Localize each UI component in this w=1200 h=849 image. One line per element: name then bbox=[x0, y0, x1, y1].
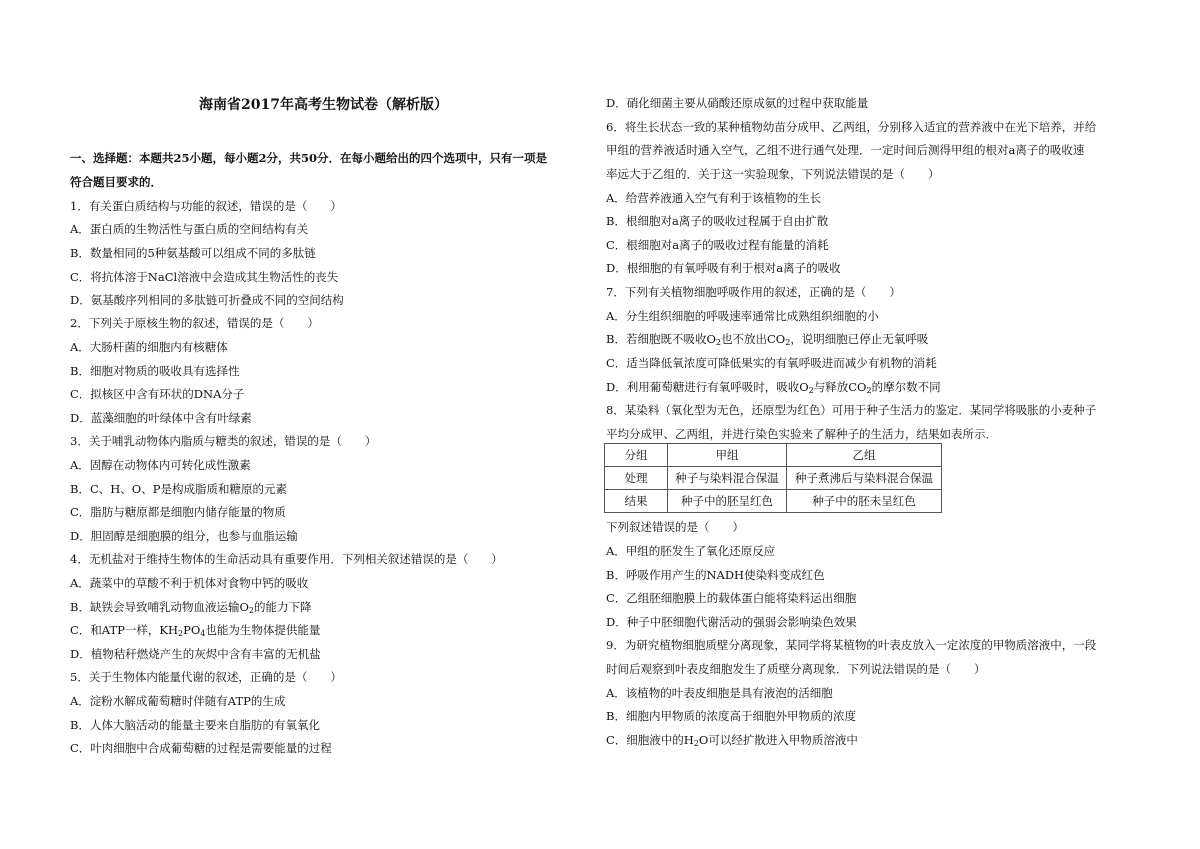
text-segment: 的摩尔数不同 bbox=[871, 380, 941, 394]
text-line: A．固醇在动物体内可转化成性激素 bbox=[70, 458, 251, 472]
text-line bbox=[70, 600, 311, 614]
text-line: C．根细胞对a离子的吸收过程有能量的消耗 bbox=[606, 238, 829, 252]
table-cell: 结果 bbox=[605, 490, 668, 513]
table-row bbox=[605, 490, 942, 513]
subscript: 2 bbox=[785, 338, 791, 347]
text-line: A．蛋白质的生物活性与蛋白质的空间结构有关 bbox=[70, 222, 309, 236]
text-line: B．数量相同的5种氨基酸可以组成不同的多肽链 bbox=[70, 246, 316, 260]
table-cell: 处理 bbox=[605, 467, 668, 490]
subscript: 2 bbox=[808, 386, 814, 395]
text-line: C．乙组胚细胞膜上的载体蛋白能将染料运出细胞 bbox=[606, 591, 857, 605]
text-line: A．分生组织细胞的呼吸速率通常比成熟组织细胞的小 bbox=[606, 309, 879, 323]
text-segment: 也能为生物体提供能量 bbox=[205, 623, 321, 637]
text-line: D．硝化细菌主要从硝酸还原成氨的过程中获取能量 bbox=[606, 96, 869, 110]
text-line: 下列叙述错误的是（ ） bbox=[606, 520, 744, 534]
text-line: 平均分成甲、乙两组，并进行染色实验来了解种子的生活力，结果如表所示． bbox=[606, 427, 997, 441]
text-line: A．大肠杆菌的细胞内有核糖体 bbox=[70, 340, 228, 354]
text-line bbox=[606, 733, 858, 747]
text-line: 率远大于乙组的．关于这一实验现象，下列说法错误的是（ ） bbox=[606, 167, 940, 181]
text-line bbox=[606, 380, 941, 394]
text-line: C．适当降低氧浓度可降低果实的有氧呼吸进而减少有机物的消耗 bbox=[606, 356, 937, 370]
text-line: B．细胞对物质的吸收具有选择性 bbox=[70, 364, 240, 378]
text-line: B．C、H、O、P是构成脂质和糖原的元素 bbox=[70, 482, 287, 496]
text-line: 符合题目要求的． bbox=[70, 175, 162, 189]
subscript: 2 bbox=[715, 338, 721, 347]
text-segment: PO bbox=[183, 623, 201, 637]
text-line bbox=[606, 332, 928, 346]
text-segment: B．若细胞既不吸收O bbox=[606, 332, 716, 346]
subscript: 2 bbox=[178, 629, 184, 638]
text-line: 一、选择题：本题共25小题，每小题2分，共50分．在每小题给出的四个选项中，只有一项是 bbox=[70, 151, 548, 165]
text-line: 8．某染料（氧化型为无色，还原型为红色）可用于种子生活力的鉴定．某同学将吸胀的小麦种子 bbox=[606, 403, 1097, 417]
text-line: C．将抗体溶于NaCl溶液中会造成其生物活性的丧失 bbox=[70, 270, 339, 284]
text-line: 9．为研究植物细胞质壁分离现象，某同学将某植物的叶表皮放入一定浓度的甲物质溶液中，一段 bbox=[606, 638, 1097, 652]
subscript: 4 bbox=[200, 629, 206, 638]
text-line: D．胆固醇是细胞膜的组分，也参与血脂运输 bbox=[70, 529, 298, 543]
text-line: D．蓝藻细胞的叶绿体中含有叶绿素 bbox=[70, 411, 252, 425]
table-row bbox=[605, 467, 942, 490]
table-header-cell: 乙组 bbox=[787, 444, 942, 467]
text-line: A．给营养液通入空气有利于该植物的生长 bbox=[606, 191, 822, 205]
text-segment: 的能力下降 bbox=[253, 600, 312, 614]
table-cell: 种子中的胚呈红色 bbox=[668, 490, 787, 513]
text-segment: C．和ATP一样，KH bbox=[70, 623, 179, 637]
text-segment: B．缺铁会导致哺乳动物血液运输O bbox=[70, 600, 249, 614]
table-cell: 种子与染料混合保温 bbox=[668, 467, 787, 490]
text-line: D．植物秸秆燃烧产生的灰烬中含有丰富的无机盐 bbox=[70, 647, 321, 661]
table-cell: 种子中的胚未呈红色 bbox=[787, 490, 942, 513]
text-line bbox=[70, 623, 320, 637]
text-line: D．氨基酸序列相同的多肽链可折叠成不同的空间结构 bbox=[70, 293, 344, 307]
text-line: B．细胞内甲物质的浓度高于细胞外甲物质的浓度 bbox=[606, 709, 856, 723]
text-segment: 也不放出CO bbox=[720, 332, 786, 346]
text-segment: D．利用葡萄糖进行有氧呼吸时，吸收O bbox=[606, 380, 809, 394]
text-line: C．拟核区中含有环状的DNA分子 bbox=[70, 387, 245, 401]
table-header-row bbox=[605, 444, 942, 467]
text-line: A．甲组的胚发生了氧化还原反应 bbox=[606, 544, 776, 558]
text-line: 时间后观察到叶表皮细胞发生了质壁分离现象．下列说法错误的是（ ） bbox=[606, 662, 986, 676]
subscript: 2 bbox=[693, 739, 699, 748]
text-line: D．种子中胚细胞代谢活动的强弱会影响染色效果 bbox=[606, 615, 857, 629]
subscript: 2 bbox=[248, 606, 254, 615]
text-line: A．蔬菜中的草酸不利于机体对食物中钙的吸收 bbox=[70, 576, 309, 590]
text-line: B．呼吸作用产生的NADH使染料变成红色 bbox=[606, 568, 825, 582]
text-segment: ，说明细胞已停止无氧呼吸 bbox=[790, 332, 929, 346]
text-line: C．脂肪与糖原都是细胞内储存能量的物质 bbox=[70, 505, 286, 519]
text-line: 2．下列关于原核生物的叙述，错误的是（ ） bbox=[70, 316, 319, 330]
text-line: C．叶肉细胞中合成葡萄糖的过程是需要能量的过程 bbox=[70, 741, 332, 755]
text-line: 3．关于哺乳动物体内脂质与糖类的叙述，错误的是（ ） bbox=[70, 434, 377, 448]
text-segment: C．细胞液中的H bbox=[606, 733, 694, 747]
text-line: 5．关于生物体内能量代谢的叙述，正确的是（ ） bbox=[70, 670, 342, 684]
text-line: A．淀粉水解成葡萄糖时伴随有ATP的生成 bbox=[70, 694, 286, 708]
text-segment: O可以经扩散进入甲物质溶液中 bbox=[698, 733, 858, 747]
text-line: A．该植物的叶表皮细胞是具有液泡的活细胞 bbox=[606, 686, 833, 700]
text-line: 6．将生长状态一致的某种植物幼苗分成甲、乙两组，分别移入适宜的营养液中在光下培养，并给 bbox=[606, 120, 1097, 134]
table-header-cell: 甲组 bbox=[668, 444, 787, 467]
text-line: 4．无机盐对于维持生物体的生命活动具有重要作用．下列相关叙述错误的是（ ） bbox=[70, 552, 503, 566]
text-line: B．根细胞对a离子的吸收过程属于自由扩散 bbox=[606, 214, 829, 228]
table-cell: 种子煮沸后与染料混合保温 bbox=[787, 467, 942, 490]
subscript: 2 bbox=[866, 386, 872, 395]
text-line: 1．有关蛋白质结构与功能的叙述，错误的是（ ） bbox=[70, 199, 342, 213]
text-segment: 与释放CO bbox=[813, 380, 867, 394]
table-header-cell: 分组 bbox=[605, 444, 668, 467]
text-line: 甲组的营养液适时通入空气，乙组不进行通气处理．一定时间后测得甲组的根对a离子的吸收速 bbox=[606, 143, 1085, 157]
text-line: 7．下列有关植物细胞呼吸作用的叙述，正确的是（ ） bbox=[606, 285, 901, 299]
experiment-table bbox=[604, 443, 942, 513]
page-title: 海南省2017年高考生物试卷（解析版） bbox=[199, 97, 448, 113]
text-line: D．根细胞的有氧呼吸有利于根对a离子的吸收 bbox=[606, 261, 841, 275]
text-line: B．人体大脑活动的能量主要来自脂肪的有氧氧化 bbox=[70, 718, 320, 732]
